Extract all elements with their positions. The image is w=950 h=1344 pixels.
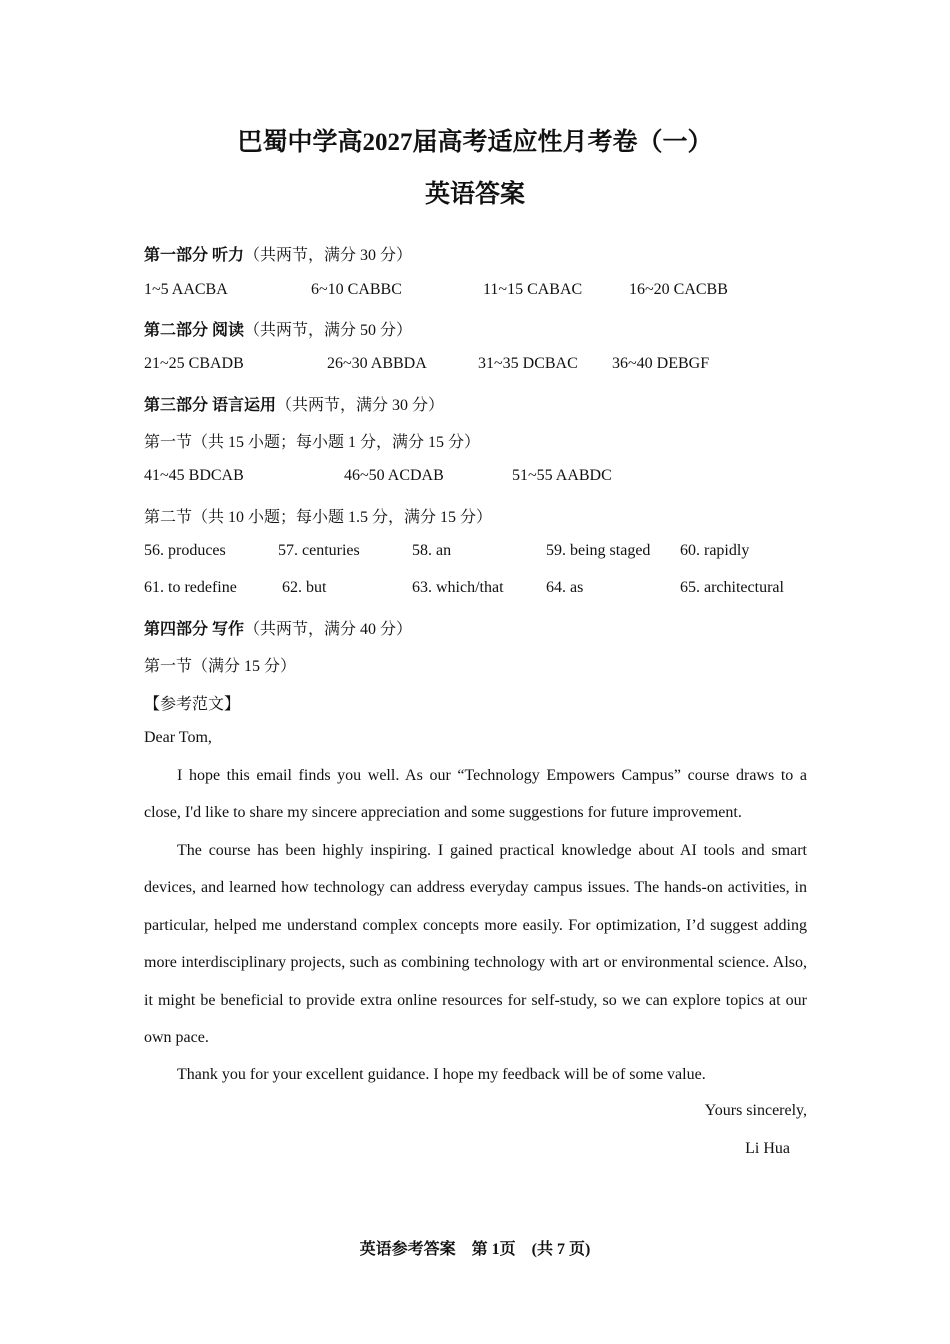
part4-section1: 第一节（满分 15 分） bbox=[144, 658, 297, 675]
part3-title: 第三部分 语言运用 bbox=[144, 397, 277, 414]
page-footer: 英语参考答案 第 1页 (共 7 页) bbox=[359, 1241, 591, 1258]
reference-essay-label: 【参考范文】 bbox=[144, 696, 241, 713]
answer-group: 21~25 CBADB bbox=[144, 355, 244, 372]
answer-group: 31~35 DCBAC bbox=[478, 355, 578, 372]
answer-group: 16~20 CACBB bbox=[629, 281, 728, 298]
fill-answer: 59. being staged bbox=[546, 542, 651, 559]
letter-paragraph-3 bbox=[144, 1056, 807, 1093]
answer-group: 26~30 ABBDA bbox=[327, 355, 427, 372]
part3-section2: 第二节（共 10 小题；每小题 1.5 分，满分 15 分） bbox=[144, 509, 493, 526]
part1-heading bbox=[144, 242, 412, 265]
letter-paragraph-1-text: I hope this email finds you well. As our “Technology Empowers Campus” course draws to a close, I'd like to share my sincere appreciation and some suggestions for future improvement. bbox=[144, 767, 807, 822]
answer-group: 1~5 AACBA bbox=[144, 281, 228, 298]
answer-group: 51~55 AABDC bbox=[512, 467, 612, 484]
fill-answer: 64. as bbox=[546, 579, 584, 596]
answer-group: 6~10 CABBC bbox=[311, 281, 402, 298]
fill-answer: 61. to redefine bbox=[144, 579, 237, 596]
part1-note: （共两节，满分 30 分） bbox=[244, 247, 413, 264]
fill-answer: 56. produces bbox=[144, 542, 226, 559]
answer-group: 11~15 CABAC bbox=[483, 281, 583, 298]
part2-heading bbox=[144, 317, 412, 340]
part4-note: （共两节，满分 40 分） bbox=[244, 621, 413, 638]
letter-paragraph-2-text: The course has been highly inspiring. I gained practical knowledge about AI tools and smart devices, and learned how technology can address everyday campus issues. The hands-on activities, in particular, helped me understand complex concepts more easily. For optimization, I’d suggest adding more interdisciplinary projects, such as combining technology with art or environmental science. Also, it might be beneficial to provide extra online resources for self-study, so we can explore topics at our own pace. bbox=[144, 842, 807, 1047]
answer-group: 41~45 BDCAB bbox=[144, 467, 244, 484]
part2-title: 第二部分 阅读 bbox=[144, 322, 245, 339]
letter-paragraph-3-text: Thank you for your excellent guidance. I hope my feedback will be of some value. bbox=[177, 1066, 706, 1083]
fill-answer: 60. rapidly bbox=[680, 542, 750, 559]
fill-answer: 62. but bbox=[282, 579, 327, 596]
fill-answer: 65. architectural bbox=[680, 579, 784, 596]
part3-heading bbox=[144, 392, 444, 415]
part2-note: （共两节，满分 50 分） bbox=[244, 322, 413, 339]
part1-title: 第一部分 听力 bbox=[144, 247, 245, 264]
letter-paragraph-1 bbox=[144, 757, 807, 832]
letter-paragraph-2 bbox=[144, 832, 807, 1056]
fill-answer: 58. an bbox=[412, 542, 452, 559]
answer-group: 46~50 ACDAB bbox=[344, 467, 444, 484]
letter-signature: Li Hua bbox=[745, 1140, 790, 1157]
letter-greeting: Dear Tom, bbox=[144, 729, 212, 746]
part3-section1: 第一节（共 15 小题；每小题 1 分，满分 15 分） bbox=[144, 434, 481, 451]
fill-answer: 57. centuries bbox=[278, 542, 360, 559]
fill-answer: 63. which/that bbox=[412, 579, 504, 596]
part4-heading bbox=[144, 616, 412, 639]
part4-title: 第四部分 写作 bbox=[144, 621, 245, 638]
document-subtitle: 英语答案 bbox=[424, 181, 525, 208]
part3-note: （共两节，满分 30 分） bbox=[276, 397, 445, 414]
answer-group: 36~40 DEBGF bbox=[612, 355, 710, 372]
letter-closing: Yours sincerely, bbox=[704, 1102, 807, 1119]
document-title: 巴蜀中学高2027届高考适应性月考卷（一） bbox=[237, 129, 713, 156]
